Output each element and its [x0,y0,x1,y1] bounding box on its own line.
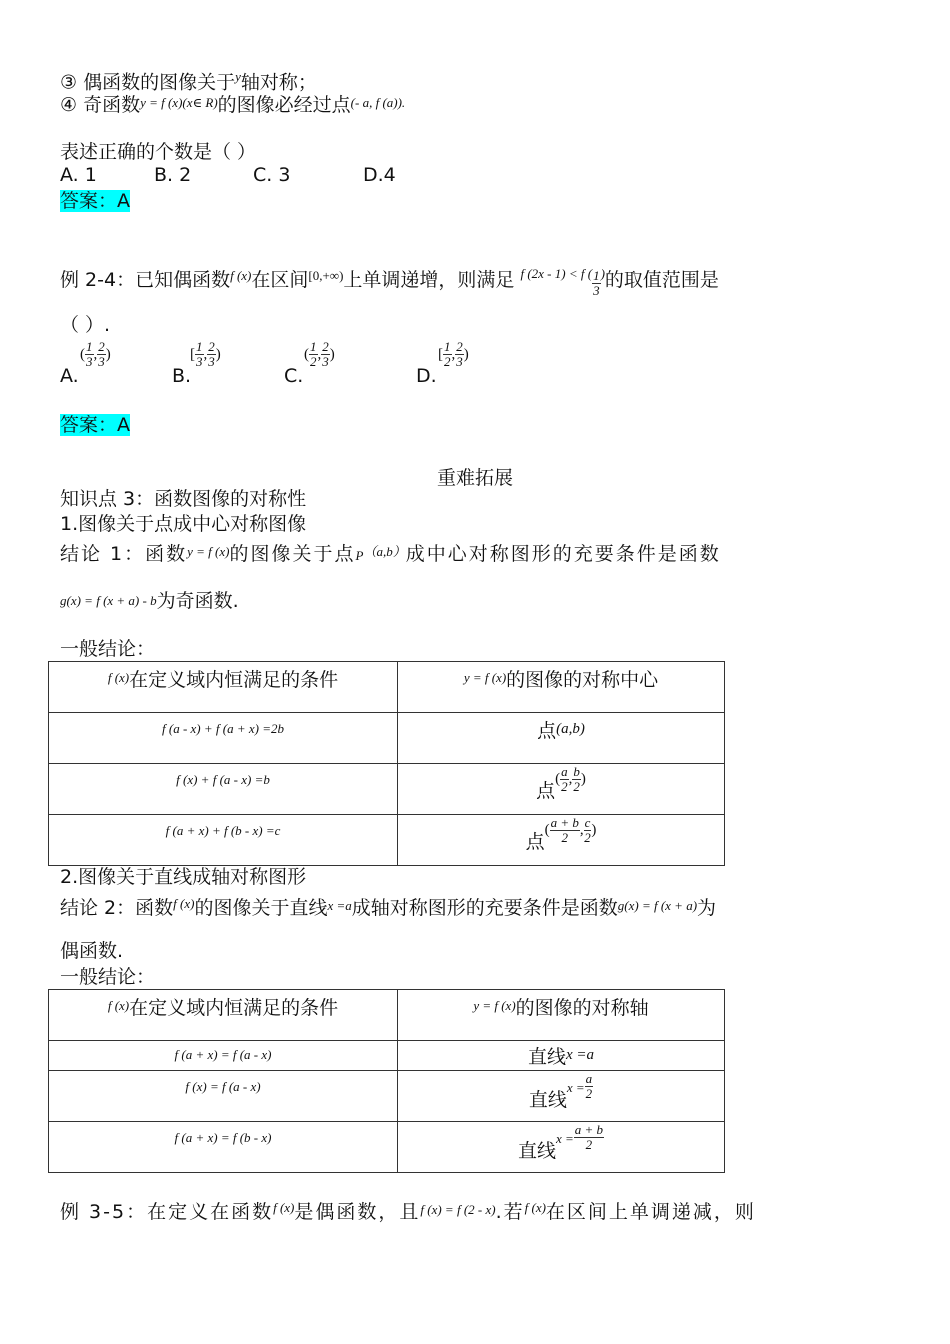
option-c: C. 3 [253,164,291,186]
answer-blank: （ ）. [60,314,111,336]
center-symmetry-table [48,661,725,866]
option-a: A. 1 [60,164,97,186]
answer-1: 答案：A [60,190,130,212]
options-2-4: A. ( $\frac{1}{3}$ , $\frac{2}{3}$ ) B. [ $\frac{1}{3}$ , $\frac{2}{3}$ ) C. ( $\frac{1}{2}$ , $\frac{2}{3}$ ) D. [ $\frac{1}{2}$ , $\frac{2}{3}$ ) [60,339,469,387]
example-2-4: 例 2-4：已知偶函数$^{f (x)}$在区间$^{[0,+\infty)}$上单调递增，则满足 $^{f (2x - 1) < f (}$ $\frac{1}{3}$ )的取值范围是 [60,266,719,298]
option-b: B. 2 [154,164,192,186]
table-header: $^{f (x)}$在定义域内恒满足的条件 $^{y = f (x)}$的图像的对称中心 [49,662,725,713]
conclusion-1: 结论 1：函数$^{y = f (x)}$的图像关于点$P^{(a,b)}$成中心对称图形的充要条件是函数 [60,543,721,565]
axis-symmetry-table [48,989,725,1173]
question-stem: 表述正确的个数是（ ） [60,141,257,163]
table-header: $^{f (x)}$在定义域内恒满足的条件 $^{y = f (x)}$的图像的对称轴 [49,990,725,1041]
table-row: f (a + x) = f (a - x) 直线$^{x =a}$ [49,1041,725,1071]
option-d: D.4 [363,164,396,186]
example-3-5: 例 3-5：在定义在函数$^{f (x)}$是偶函数，且$^{f (x) = f (2 - x)}$.若$^{f (x)}$在区间上单调递减，则 [60,1200,756,1223]
statement-3: ③ 偶函数的图像关于$^y$轴对称； [60,69,317,94]
section-title: 重难拓展 [436,467,513,489]
general-conclusion-1: 一般结论： [60,638,156,660]
subheading-2: 2.图像关于直线成轴对称图形 [60,866,307,888]
fraction: $\frac{1}{3}$ [593,268,600,298]
table-row: f (x) = f (a - x) 直线x = $\frac{a}{2}$ [49,1071,725,1122]
conclusion-2: 结论 2：函数$^{f (x)}$的图像关于直线$^{x =a}$成轴对称图形的充要条件是函数$^{g(x) = f (x + a)}$为 [60,896,717,919]
table-row: f (a + x) + f (b - x) =c 点( $\frac{a + b}{2}$ , $\frac{c}{2}$ ) [49,815,725,866]
table-row: f (x) + f (a - x) =b 点( $\frac{a}{2}$ , $\frac{b}{2}$ ) [49,764,725,815]
table-row: f (a + x) = f (b - x) 直线x = $\frac{a + b}{2}$ [49,1122,725,1173]
general-conclusion-2: 一般结论： [60,966,156,988]
table-row: f (a - x) + f (a + x) =2b 点$^{(a,b)}$ [49,713,725,764]
knowledge-point-3: 知识点 3：函数图像的对称性 [60,488,307,510]
answer-2: 答案：A [60,414,130,436]
conclusion-2-cont: 偶函数. [60,940,124,962]
subheading-1: 1.图像关于点成中心对称图像 [60,513,307,535]
statement-4: ④ 奇函数$^{y = f (x)(x\in R)}$的图像必经过点$^{(- a, f (a)).}$ [60,94,406,116]
conclusion-1-cont: g(x) = f (x + a) - b为奇函数. [60,590,239,612]
